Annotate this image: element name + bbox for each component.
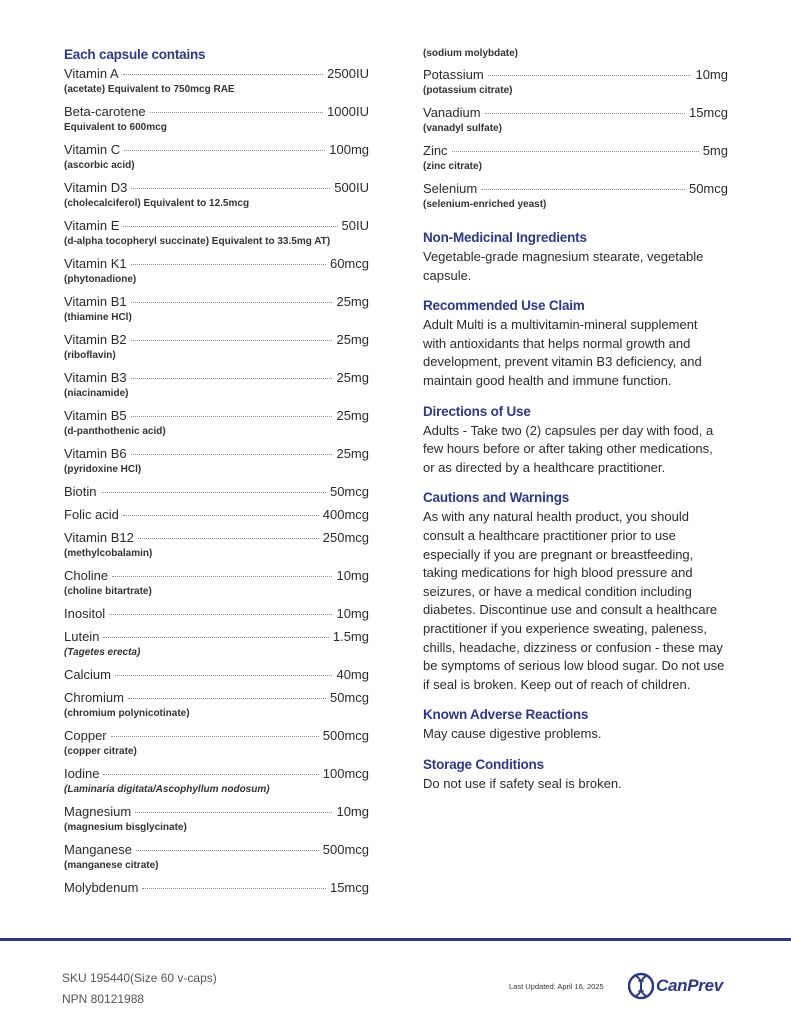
ingredient-source: (choline bitartrate) bbox=[64, 586, 152, 597]
ingredient-source: (d-alpha tocopheryl succinate) Equivalent to 33.5mg AT) bbox=[64, 236, 331, 247]
dot-leader bbox=[488, 75, 692, 76]
ingredient-name: Inositol bbox=[64, 606, 106, 621]
section-heading: Directions of Use bbox=[423, 403, 531, 419]
ingredient-source: (pyridoxine HCl) bbox=[64, 464, 142, 475]
ingredient-row bbox=[64, 804, 369, 820]
ingredient-amount: 2500IU bbox=[327, 66, 369, 81]
ingredient-source: (sodium molybdate) bbox=[423, 48, 519, 59]
ingredient-name: Vitamin A bbox=[64, 66, 119, 81]
ingredient-name: Manganese bbox=[64, 842, 132, 857]
ingredient-source: (phytonadione) bbox=[64, 274, 137, 285]
footer-divider bbox=[0, 938, 791, 941]
ingredient-name: Vitamin B1 bbox=[64, 294, 127, 309]
ingredient-amount: 500mcg bbox=[322, 728, 369, 743]
dot-leader bbox=[101, 492, 326, 493]
dot-leader bbox=[485, 113, 685, 114]
body-line: especially if you are pregnant or breastfeeding, bbox=[423, 546, 694, 562]
ingredient-name: Copper bbox=[64, 728, 107, 743]
ingredient-row bbox=[64, 256, 369, 272]
ingredient-source: (potassium citrate) bbox=[423, 85, 513, 96]
ingredient-row bbox=[423, 143, 728, 159]
ingredient-amount: 15mcg bbox=[329, 880, 369, 895]
brand-name: CanPrev bbox=[656, 976, 723, 995]
ingredient-name: Selenium bbox=[423, 181, 478, 196]
body-line: diabetes. Discontinue use and consult a healthcare bbox=[423, 602, 718, 618]
dot-leader bbox=[131, 264, 326, 265]
ingredient-source: (manganese citrate) bbox=[64, 860, 159, 871]
ingredient-row bbox=[423, 181, 728, 197]
ingredient-source: (selenium-enriched yeast) bbox=[423, 199, 547, 210]
section-heading: Recommended Use Claim bbox=[423, 298, 585, 314]
ingredient-row bbox=[64, 370, 369, 386]
ingredient-row bbox=[64, 507, 369, 523]
ingredient-source: (thiamine HCl) bbox=[64, 312, 132, 323]
ingredient-amount: 25mg bbox=[336, 294, 369, 309]
ingredient-row bbox=[64, 629, 369, 645]
ingredient-row bbox=[423, 67, 728, 83]
dot-leader bbox=[131, 416, 333, 417]
dot-leader bbox=[123, 226, 337, 227]
body-line: few hours before or after taking other medications, bbox=[423, 441, 713, 457]
ingredient-name: Vitamin B3 bbox=[64, 370, 127, 385]
body-line: capsule. bbox=[423, 267, 472, 283]
ingredient-amount: 1.5mg bbox=[332, 629, 369, 644]
ingredient-amount: 50mcg bbox=[688, 181, 728, 196]
ingredient-name: Vitamin B5 bbox=[64, 408, 127, 423]
ingredient-row bbox=[64, 446, 369, 462]
last-updated-text: Last Updated: April 16, 2025 bbox=[509, 982, 604, 991]
ingredient-name: Potassium bbox=[423, 67, 484, 82]
section-heading: Each capsule contains bbox=[64, 47, 206, 62]
ingredient-source: (Tagetes erecta) bbox=[64, 647, 141, 658]
ingredient-name: Choline bbox=[64, 568, 109, 583]
ingredient-name: Chromium bbox=[64, 690, 124, 705]
dot-leader bbox=[112, 576, 332, 577]
ingredient-amount: 400mcg bbox=[322, 507, 369, 522]
dot-leader bbox=[111, 736, 319, 737]
dot-leader bbox=[123, 74, 323, 75]
ingredient-source: (riboflavin) bbox=[64, 350, 116, 361]
ingredient-row bbox=[64, 842, 369, 858]
ingredient-amount: 10mg bbox=[336, 606, 369, 621]
ingredient-amount: 10mg bbox=[336, 804, 369, 819]
ingredient-source: (vanadyl sulfate) bbox=[423, 123, 502, 134]
ingredient-source: (d-panthothenic acid) bbox=[64, 426, 166, 437]
dot-leader bbox=[115, 675, 333, 676]
section-body bbox=[423, 316, 733, 390]
section-body bbox=[423, 775, 733, 794]
ingredient-name: Zinc bbox=[423, 143, 448, 158]
ingredient-name: Molybdenum bbox=[64, 880, 139, 895]
ingredient-amount: 250mcg bbox=[322, 530, 369, 545]
body-line: consult a healthcare practitioner prior to use bbox=[423, 527, 676, 543]
section-body bbox=[423, 248, 733, 285]
body-line: Do not use if safety seal is broken. bbox=[423, 776, 622, 791]
ingredient-row bbox=[64, 766, 369, 782]
ingredient-amount: 25mg bbox=[336, 370, 369, 385]
body-line: or as directed by a healthcare practitioner. bbox=[423, 459, 666, 475]
dot-leader bbox=[150, 112, 323, 113]
ingredient-source: (ascorbic acid) bbox=[64, 160, 135, 171]
body-line: development, prevent vitamin B3 deficiency, and bbox=[423, 354, 702, 370]
ingredient-source: (Laminaria digitata/Ascophyllum nodosum) bbox=[64, 784, 270, 795]
dot-leader bbox=[131, 378, 333, 379]
ingredient-amount: 500IU bbox=[334, 180, 369, 195]
body-line: practitioner if you experience sweating, paleness, bbox=[423, 620, 707, 636]
ingredient-row bbox=[64, 728, 369, 744]
dot-leader bbox=[131, 188, 330, 189]
ingredient-name: Calcium bbox=[64, 667, 111, 682]
ingredient-name: Biotin bbox=[64, 484, 97, 499]
body-line: if seal is broken. Keep out of reach of children. bbox=[423, 676, 691, 692]
ingredient-row bbox=[64, 690, 369, 706]
ingredient-source: (acetate) Equivalent to 750mcg RAE bbox=[64, 84, 235, 95]
ingredient-source: (magnesium bisglycinate) bbox=[64, 822, 187, 833]
ingredient-amount: 10mg bbox=[336, 568, 369, 583]
ingredient-row bbox=[64, 218, 369, 234]
ingredient-row bbox=[64, 332, 369, 348]
ingredient-row bbox=[64, 606, 369, 622]
dot-leader bbox=[481, 189, 685, 190]
ingredient-name: Vitamin B6 bbox=[64, 446, 127, 461]
ingredient-row bbox=[64, 104, 369, 120]
body-line: May cause digestive problems. bbox=[423, 726, 602, 742]
ingredient-name: Beta-carotene bbox=[64, 104, 146, 119]
dot-leader bbox=[136, 850, 319, 851]
ingredient-amount: 25mg bbox=[336, 408, 369, 423]
body-line: with antioxidants that helps normal growth and bbox=[423, 335, 691, 351]
ingredient-amount: 5mg bbox=[702, 143, 728, 158]
ingredient-row bbox=[64, 880, 369, 896]
dot-leader bbox=[142, 888, 326, 889]
dot-leader bbox=[452, 151, 699, 152]
ingredient-amount: 25mg bbox=[336, 446, 369, 461]
ingredient-row bbox=[64, 294, 369, 310]
ingredient-row bbox=[64, 408, 369, 424]
ingredient-source: (copper citrate) bbox=[64, 746, 137, 757]
dot-leader bbox=[138, 538, 319, 539]
ingredient-source: Equivalent to 600mcg bbox=[64, 122, 167, 133]
ingredient-name: Vitamin C bbox=[64, 142, 121, 157]
ingredient-source: (chromium polynicotinate) bbox=[64, 708, 190, 719]
ingredient-row bbox=[64, 667, 369, 683]
section-body bbox=[423, 508, 733, 694]
ingredient-amount: 500mcg bbox=[322, 842, 369, 857]
section-heading: Cautions and Warnings bbox=[423, 490, 570, 506]
dot-leader bbox=[135, 812, 332, 813]
ingredient-row bbox=[64, 142, 369, 158]
dna-logo-icon bbox=[628, 970, 654, 1002]
ingredient-name: Iodine bbox=[64, 766, 100, 781]
ingredient-row bbox=[64, 484, 369, 500]
dot-leader bbox=[109, 614, 332, 615]
ingredient-name: Vanadium bbox=[423, 105, 481, 120]
section-body bbox=[423, 422, 733, 478]
body-line: seizures, or have a medical condition including bbox=[423, 583, 692, 599]
ingredient-row bbox=[423, 105, 728, 121]
canprev-logo bbox=[628, 968, 723, 1004]
dot-leader bbox=[123, 515, 319, 516]
dot-leader bbox=[131, 302, 333, 303]
dot-leader bbox=[103, 774, 318, 775]
ingredient-amount: 10mg bbox=[695, 67, 728, 82]
ingredient-source: (methylcobalamin) bbox=[64, 548, 153, 559]
ingredient-amount: 50mcg bbox=[329, 484, 369, 499]
ingredient-name: Vitamin B12 bbox=[64, 530, 134, 545]
ingredient-name: Vitamin K1 bbox=[64, 256, 127, 271]
sku-text: SKU 195440(Size 60 v-caps) bbox=[62, 971, 217, 985]
section-heading: Storage Conditions bbox=[423, 757, 544, 772]
dot-leader bbox=[131, 454, 333, 455]
ingredient-amount: 100mg bbox=[329, 142, 369, 157]
ingredient-row bbox=[64, 568, 369, 584]
dot-leader bbox=[124, 150, 325, 151]
dot-leader bbox=[131, 340, 333, 341]
ingredient-name: Vitamin D3 bbox=[64, 180, 128, 195]
body-line: Adult Multi is a multivitamin-mineral supplement bbox=[423, 317, 698, 333]
ingredient-row bbox=[64, 66, 369, 82]
body-line: Adults - Take two (2) capsules per day with food, a bbox=[423, 422, 714, 438]
ingredient-name: Vitamin E bbox=[64, 218, 120, 233]
ingredient-source: (cholecalciferol) Equivalent to 12.5mcg bbox=[64, 198, 250, 209]
npn-text: NPN 80121988 bbox=[62, 992, 145, 1006]
ingredient-amount: 15mcg bbox=[688, 105, 728, 120]
dot-leader bbox=[103, 637, 328, 638]
dot-leader bbox=[128, 698, 326, 699]
ingredient-amount: 50mcg bbox=[329, 690, 369, 705]
ingredient-amount: 60mcg bbox=[329, 256, 369, 271]
ingredient-source: (niacinamide) bbox=[64, 388, 129, 399]
ingredient-name: Magnesium bbox=[64, 804, 132, 819]
ingredient-name: Vitamin B2 bbox=[64, 332, 127, 347]
ingredient-row bbox=[64, 180, 369, 196]
ingredient-name: Lutein bbox=[64, 629, 100, 644]
body-line: maintain good health and immune function. bbox=[423, 372, 672, 388]
ingredient-name: Folic acid bbox=[64, 507, 119, 522]
section-heading: Known Adverse Reactions bbox=[423, 707, 589, 723]
body-line: be symptoms of serious low blood sugar. Do not use bbox=[423, 658, 725, 674]
body-line: taking medications for high blood pressure and bbox=[423, 565, 693, 581]
body-line: chills, headache, dizziness or confusion - these may bbox=[423, 639, 723, 655]
body-line: As with any natural health product, you should bbox=[423, 509, 689, 525]
ingredient-amount: 25mg bbox=[336, 332, 369, 347]
ingredient-amount: 1000IU bbox=[327, 104, 369, 119]
section-heading: Non-Medicinal Ingredients bbox=[423, 230, 587, 245]
ingredient-row bbox=[64, 530, 369, 546]
section-body bbox=[423, 725, 733, 744]
body-line: Vegetable-grade magnesium stearate, vegetable bbox=[423, 249, 704, 264]
ingredient-amount: 100mcg bbox=[322, 766, 369, 781]
ingredient-amount: 40mg bbox=[336, 667, 369, 682]
ingredient-source: (zinc citrate) bbox=[423, 161, 482, 172]
ingredient-amount: 50IU bbox=[341, 218, 369, 233]
